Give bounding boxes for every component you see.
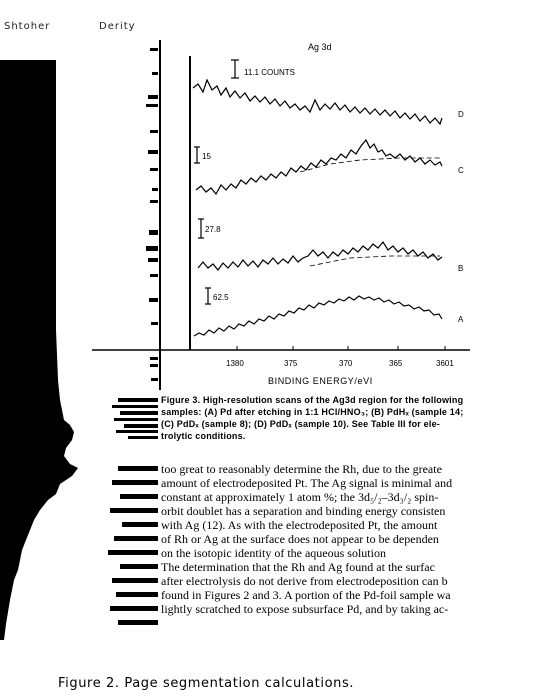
body-line: orbit doublet has a separation and binding energy consisten	[161, 504, 446, 518]
body-line: after electrolysis do not derive from electrodeposition can b	[161, 574, 448, 588]
body-line: on the isotopic identity of the aqueous solution	[161, 546, 386, 560]
scale-bar-c	[194, 147, 200, 163]
curve-d	[193, 80, 442, 124]
body-line: of Rh or Ag at the surface does not appear to be dependen	[161, 532, 439, 546]
body-line: amount of electrodeposited Pt. The Ag signal is minimal and	[161, 476, 453, 490]
body-line: too great to reasonably determine the Rh, due to the greate	[161, 462, 442, 476]
baseline-b	[310, 256, 440, 266]
curve-a	[194, 296, 442, 336]
x-axis-title: BINDING ENERGY/eVI	[268, 376, 373, 386]
caption-line: Figure 3. High-resolution scans of the Ag3d region for the following	[161, 395, 464, 405]
curve-label-c: C	[458, 166, 464, 175]
caption-line: trolytic conditions.	[161, 431, 246, 441]
shadow-profile-label: Shtoher	[4, 21, 51, 32]
body-line: constant at approximately 1 atom %; the 3d₅/₂–3d₃/₂ spin-	[161, 490, 439, 504]
body-line: The determination that the Rh and Ag found at the surfac	[161, 560, 435, 574]
page-caption: Figure 2. Page segmentation calculations.	[58, 676, 355, 691]
density-profile-label: Derity	[99, 21, 136, 32]
curve-label-d: D	[458, 110, 464, 119]
body-line: lightly scratched to expose subsurface Pd, and by taking ac-	[161, 602, 449, 616]
panel-title: Ag 3d	[308, 42, 332, 52]
body-line: with Ag (12). As with the electrodeposited Pt, the amount	[161, 518, 438, 532]
caption-line: samples: (A) Pd after etching in 1:1 HCl/HNO₃; (B) PdHₓ (sample 14;	[161, 407, 464, 417]
scale-label-d: 11.1 COUNTS	[244, 68, 295, 77]
curve-label-a: A	[458, 315, 464, 324]
curve-label-b: B	[458, 264, 464, 273]
scale-label-a: 62.5	[213, 293, 229, 302]
x-tick-label: 365	[389, 359, 403, 368]
x-tick-label: 375	[284, 359, 298, 368]
x-tick-label: 370	[339, 359, 353, 368]
scale-bar-b	[198, 219, 204, 238]
x-tick-label: 1380	[226, 359, 244, 368]
body-line: found in Figures 2 and 3. A portion of the Pd-foil sample wa	[161, 588, 451, 602]
scale-bar-a	[205, 288, 211, 304]
scale-label-b: 27.8	[205, 225, 221, 234]
scale-bar-d	[231, 60, 239, 78]
x-tick-label: 3601	[436, 359, 454, 368]
scale-label-c: 15	[202, 152, 211, 161]
caption-line: (C) PdDₓ (sample 8); (D) PdDₓ (sample 10). See Table III for ele-	[161, 419, 440, 429]
